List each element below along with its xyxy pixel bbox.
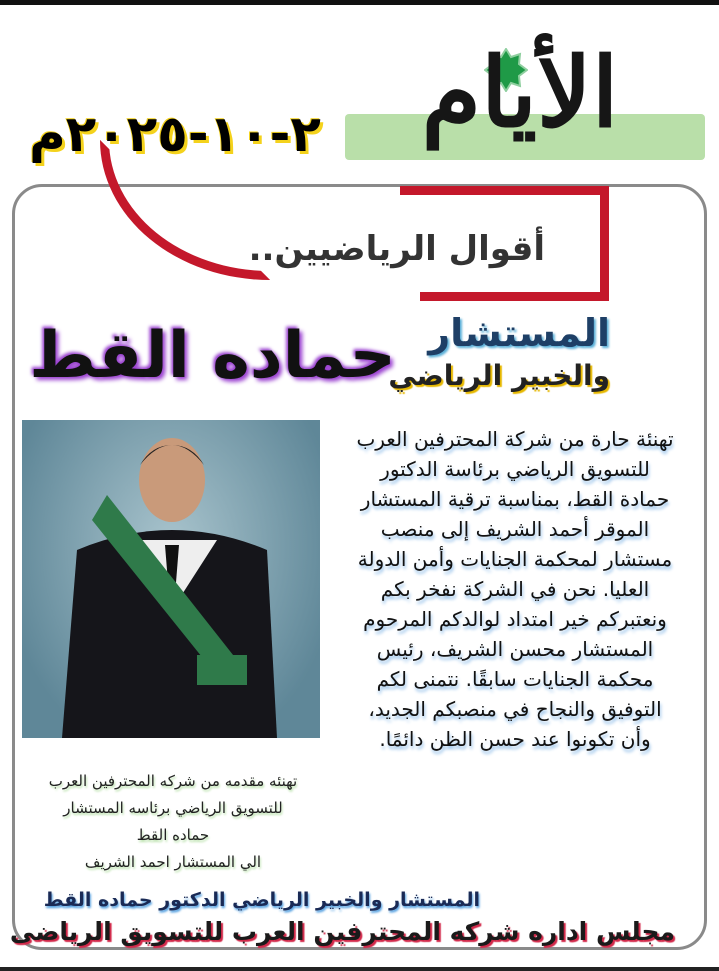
article-line: التوفيق والنجاح في منصبكم الجديد، [368, 697, 662, 721]
article-line: محكمة الجنايات سابقًا. نتمنى لكم [376, 667, 654, 691]
newspaper-logo: الأيام [421, 36, 619, 149]
caption-line: تهنئه مقدمه من شركه المحترفين العرب [48, 772, 298, 790]
signature-line-1: المستشار والخبير الرياضي الدكتور حماده القط [43, 889, 480, 911]
article-line: حمادة القط، بمناسبة ترقية المستشار [360, 487, 670, 511]
portrait-photo [22, 420, 320, 738]
article-line: الموقر أحمد الشريف إلى منصب [380, 517, 650, 541]
red-bracket-side [600, 186, 609, 301]
headline-name: حماده القط [29, 319, 396, 393]
article-line: المستشار محسن الشريف، رئيس [376, 637, 654, 661]
headline-subtitle: والخبير الرياضي [388, 359, 610, 392]
article-line: ونعتبركم خير امتداد لوالدكم المرحوم [363, 607, 667, 631]
signature-line-2: مجلس اداره شركه المحترفين العرب للتسويق الرياضى [9, 917, 675, 946]
article-line: للتسويق الرياضي برئاسة الدكتور [380, 457, 650, 481]
top-border [0, 0, 719, 5]
caption-line: للتسويق الرياضي برئاسه المستشار [63, 799, 283, 817]
caption-line: حماده القط [136, 826, 210, 844]
article-line: العليا. نحن في الشركة نفخر بكم [380, 577, 650, 601]
headline-title: المستشار [428, 311, 610, 355]
article-line: وأن تكونوا عند حسن الظن دائمًا. [379, 727, 651, 751]
article-body [325, 424, 705, 754]
section-title: أقوال الرياضيين.. [248, 229, 545, 269]
red-bracket-bottom [420, 292, 609, 301]
red-bracket-top [400, 186, 608, 195]
bottom-border [0, 967, 719, 971]
photo-caption [28, 768, 318, 876]
caption-line: الي المستشار احمد الشريف [84, 853, 262, 871]
article-line: مستشار لمحكمة الجنايات وأمن الدولة [357, 547, 673, 571]
article-line: تهنئة حارة من شركة المحترفين العرب [356, 427, 674, 451]
issue-date: ٢-١٠-٢٠٢٥م [29, 105, 321, 163]
